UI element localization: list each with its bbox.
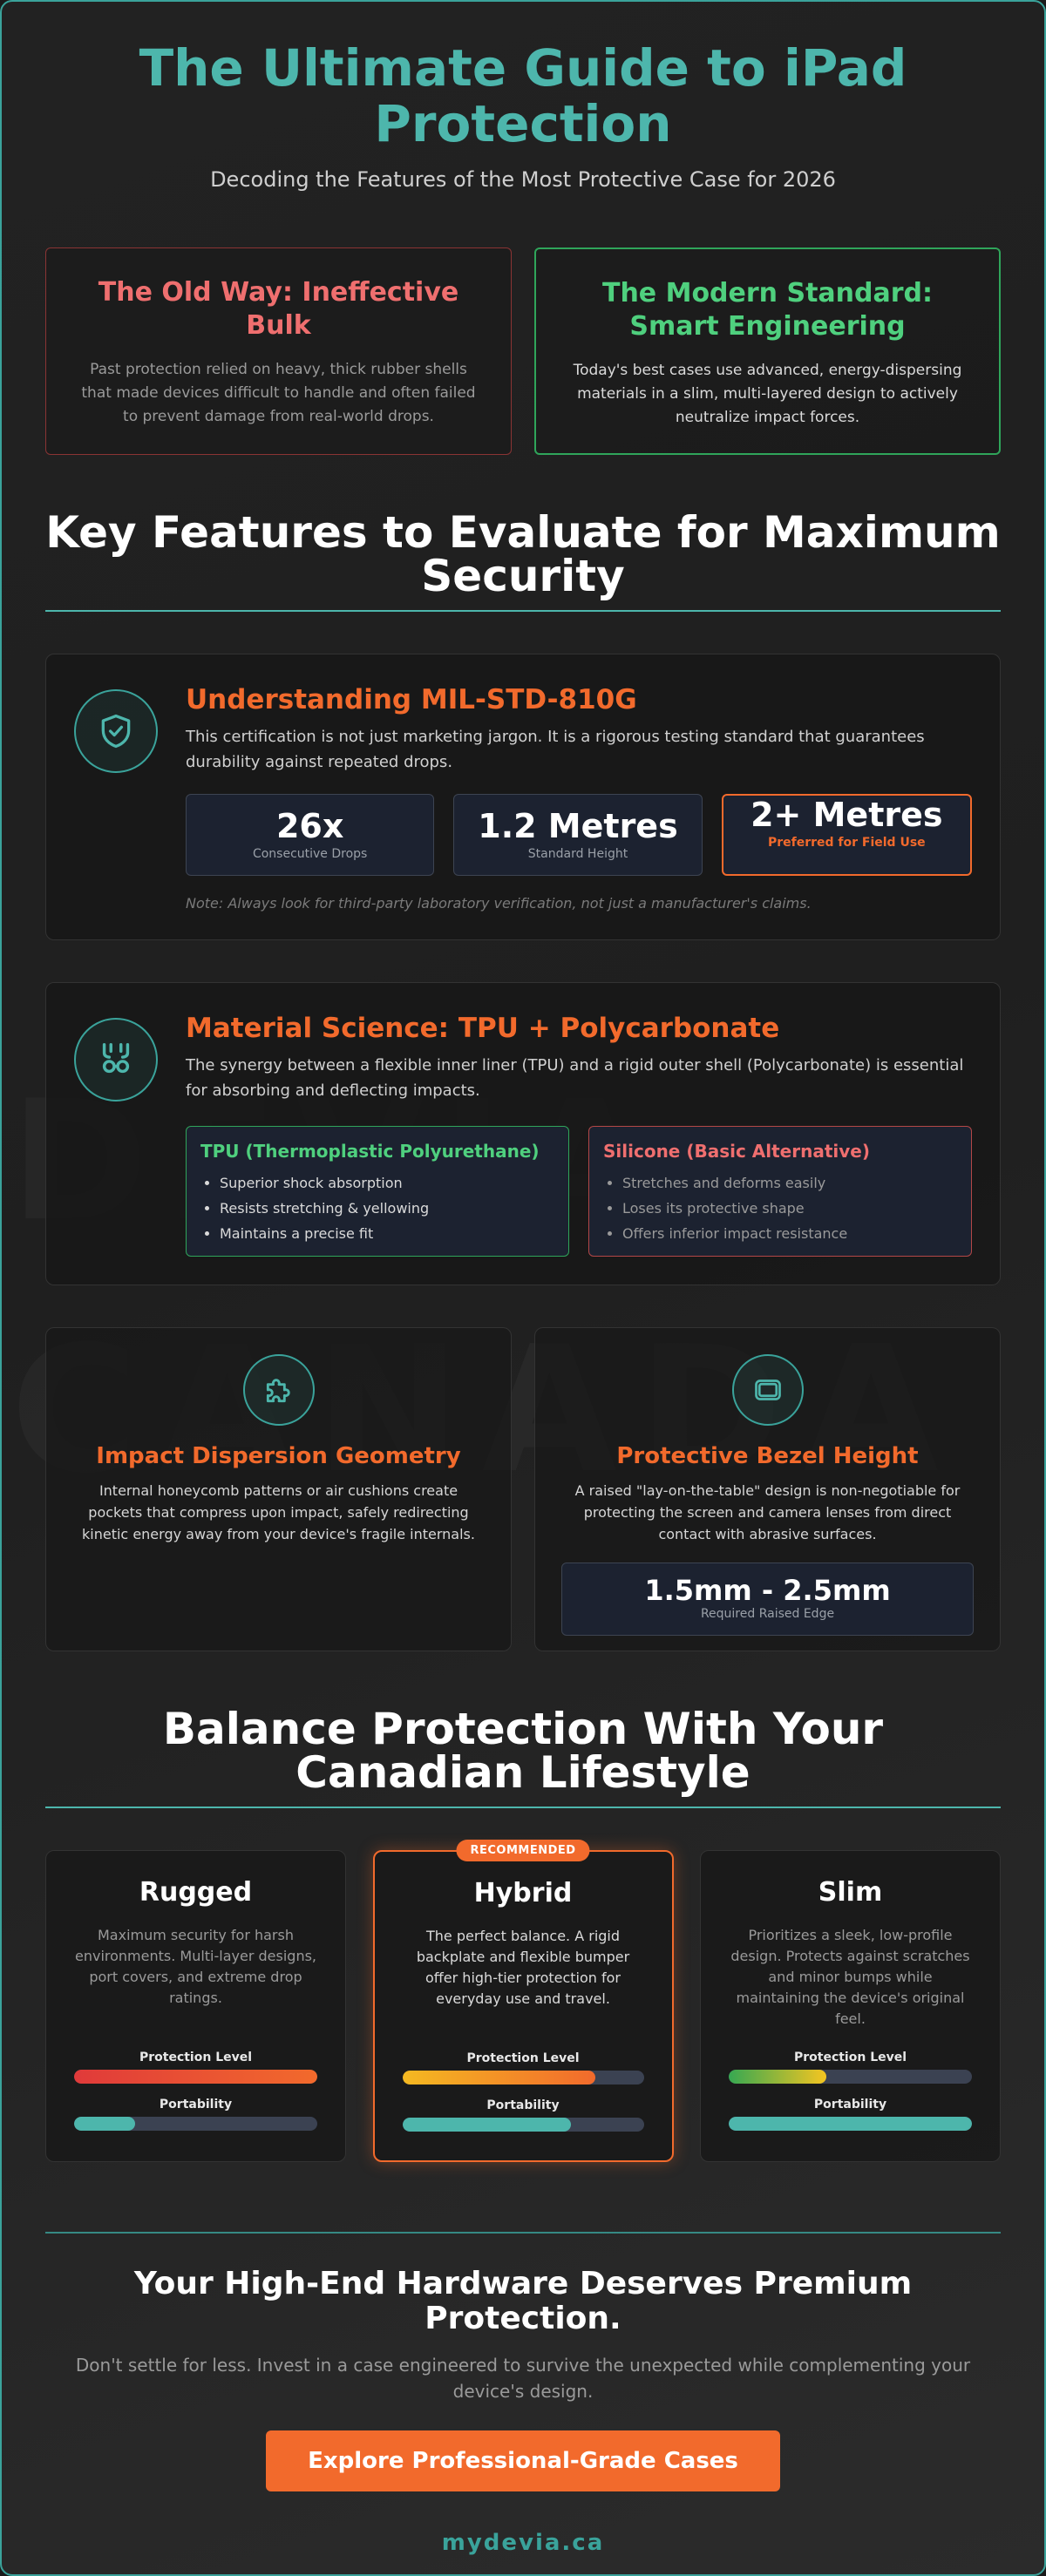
list-item: • Resists stretching & yellowing	[220, 1196, 554, 1221]
old-way-text: Past protection relied on heavy, thick rubber shells that made devices difficult to handle and often failed to prevent damage from real-world drops.	[81, 361, 476, 425]
tier-description: Prioritizes a sleek, low-profile design. Protects against scratches and minor bumps while maintaining the device's original feel.	[730, 1927, 970, 2027]
puzzle-piece-icon	[243, 1354, 315, 1426]
mil-std-title: Understanding MIL-STD-810G	[186, 684, 637, 715]
portability-fill	[403, 2118, 572, 2132]
mil-std-card	[45, 654, 1001, 940]
material-description: The synergy between a flexible inner liner (TPU) and a rigid outer shell (Polycarbonate) is essential for absorbing and deflecting impacts.	[186, 1056, 964, 1100]
tier-slim	[700, 1850, 1001, 2162]
modern-standard-card	[534, 247, 1001, 455]
tpu-title: TPU (Thermoplastic Polyurethane)	[200, 1141, 540, 1162]
mil-std-description: This certification is not just marketing jargon. It is a rigorous testing standard that guarantees durability against repeated drops.	[186, 728, 925, 771]
tier-rugged	[45, 1850, 346, 2162]
recommended-badge: RECOMMENDED	[456, 1840, 589, 1861]
impact-dispersion-card	[45, 1327, 512, 1651]
modern-standard-title: The Modern Standard: Smart Engineering	[601, 278, 934, 342]
tpu-box	[186, 1126, 569, 1257]
impact-text: Internal honeycomb patterns or air cushions create pockets that compress upon impact, safely redirecting kinetic energy away from your device's fragile internals.	[82, 1482, 475, 1542]
tablet-outline-icon	[732, 1354, 804, 1426]
stat-value: 26x	[275, 807, 344, 845]
mil-std-note: Note: Always look for third-party laboratory verification, not just a manufacturer's claims.	[186, 895, 812, 912]
portability-fill	[729, 2117, 972, 2131]
portability-label: Portability	[813, 2098, 887, 2112]
tpu-list	[200, 1170, 554, 1246]
stat-label: Standard Height	[527, 847, 628, 861]
features-divider	[45, 610, 1001, 612]
bezel-title: Protective Bezel Height	[616, 1443, 919, 1469]
protection-label: Protection Level	[793, 2051, 907, 2064]
protection-label: Protection Level	[139, 2051, 253, 2064]
shield-check-icon	[74, 689, 158, 773]
portability-meter	[74, 2117, 317, 2131]
page-subtitle: Decoding the Features of the Most Protective Case for 2026	[210, 167, 836, 192]
cta-section	[45, 2234, 1001, 2491]
stat-value: 1.2 Metres	[478, 807, 678, 845]
material-comparison	[186, 1126, 972, 1257]
tier-description: The perfect balance. A rigid backplate and flexible bumper offer high-tier protection for everyday use and travel.	[416, 1928, 630, 2007]
lifestyle-divider	[45, 1807, 1001, 1808]
hero	[45, 2, 1001, 192]
list-item: • Superior shock absorption	[220, 1170, 554, 1196]
stat-height	[453, 794, 702, 876]
old-way-card	[45, 247, 512, 455]
portability-meter	[729, 2117, 972, 2131]
protection-meter	[74, 2070, 317, 2084]
silicone-title: Silicone (Basic Alternative)	[603, 1141, 871, 1162]
silicone-box	[588, 1126, 972, 1257]
old-way-title: The Old Way: Ineffective Bulk	[98, 277, 459, 341]
features-section-title: Key Features to Evaluate for Maximum Security	[45, 507, 1001, 601]
impact-title: Impact Dispersion Geometry	[96, 1443, 461, 1469]
material-card	[45, 982, 1001, 1285]
bezel-text: A raised "lay-on-the-table" design is non-negotiable for protecting the screen and camera lenses from direct contact with abrasive surfaces.	[574, 1482, 961, 1542]
portability-fill	[74, 2117, 135, 2131]
stat-label: Consecutive Drops	[252, 847, 368, 861]
silicone-list	[603, 1170, 957, 1246]
portability-label: Portability	[159, 2098, 233, 2112]
bezel-height-card	[534, 1327, 1001, 1651]
tier-hybrid	[373, 1844, 674, 2162]
stat-field-height	[722, 794, 972, 876]
explore-cases-button[interactable]: Explore Professional-Grade Cases	[266, 2430, 780, 2491]
geometry-bezel-section	[45, 1327, 1001, 1651]
bezel-label: Required Raised Edge	[700, 1607, 835, 1621]
comparison-section	[45, 247, 1001, 455]
list-item: • Offers inferior impact resistance	[622, 1221, 957, 1246]
portability-meter	[403, 2118, 644, 2132]
page-title: The Ultimate Guide to iPad Protection	[139, 38, 907, 153]
mil-std-stats	[186, 794, 972, 876]
cta-text: Don't settle for less. Invest in a case engineered to survive the unexpected while complementing your device's design.	[75, 2355, 971, 2402]
tier-name: Slim	[818, 1877, 883, 1908]
footer-brand[interactable]: mydevia.ca	[441, 2530, 605, 2556]
bezel-spec-box	[561, 1563, 974, 1636]
protection-fill	[74, 2070, 317, 2084]
protection-meter	[729, 2070, 972, 2084]
list-item: • Maintains a precise fit	[220, 1221, 554, 1246]
portability-label: Portability	[486, 2098, 560, 2112]
material-layers-icon	[74, 1018, 158, 1102]
stat-value: 2+ Metres	[751, 796, 943, 834]
tier-name: Hybrid	[473, 1878, 573, 1908]
stat-label: Preferred for Field Use	[767, 836, 926, 850]
modern-standard-text: Today's best cases use advanced, energy-dispersing materials in a slim, multi-layered design to actively neutralize impact forces.	[573, 362, 962, 426]
protection-meter	[403, 2071, 644, 2085]
cta-divider	[45, 2232, 1001, 2234]
lifestyle-section-title: Balance Protection With Your Canadian Lifestyle	[162, 1704, 884, 1798]
protection-label: Protection Level	[466, 2051, 580, 2065]
tier-description: Maximum security for harsh environments. Multi-layer designs, port covers, and extreme drop ratings.	[74, 1927, 316, 2006]
case-tiers	[45, 1844, 1001, 2162]
bezel-value: 1.5mm - 2.5mm	[644, 1574, 891, 1607]
material-title: Material Science: TPU + Polycarbonate	[186, 1013, 780, 1044]
list-item: • Stretches and deforms easily	[622, 1170, 957, 1196]
tier-name: Rugged	[139, 1877, 253, 1908]
list-item: • Loses its protective shape	[622, 1196, 957, 1221]
protection-fill	[403, 2071, 596, 2085]
protection-fill	[729, 2070, 826, 2084]
stat-drops	[186, 794, 434, 876]
cta-title: Your High-End Hardware Deserves Premium Protection.	[133, 2266, 913, 2336]
